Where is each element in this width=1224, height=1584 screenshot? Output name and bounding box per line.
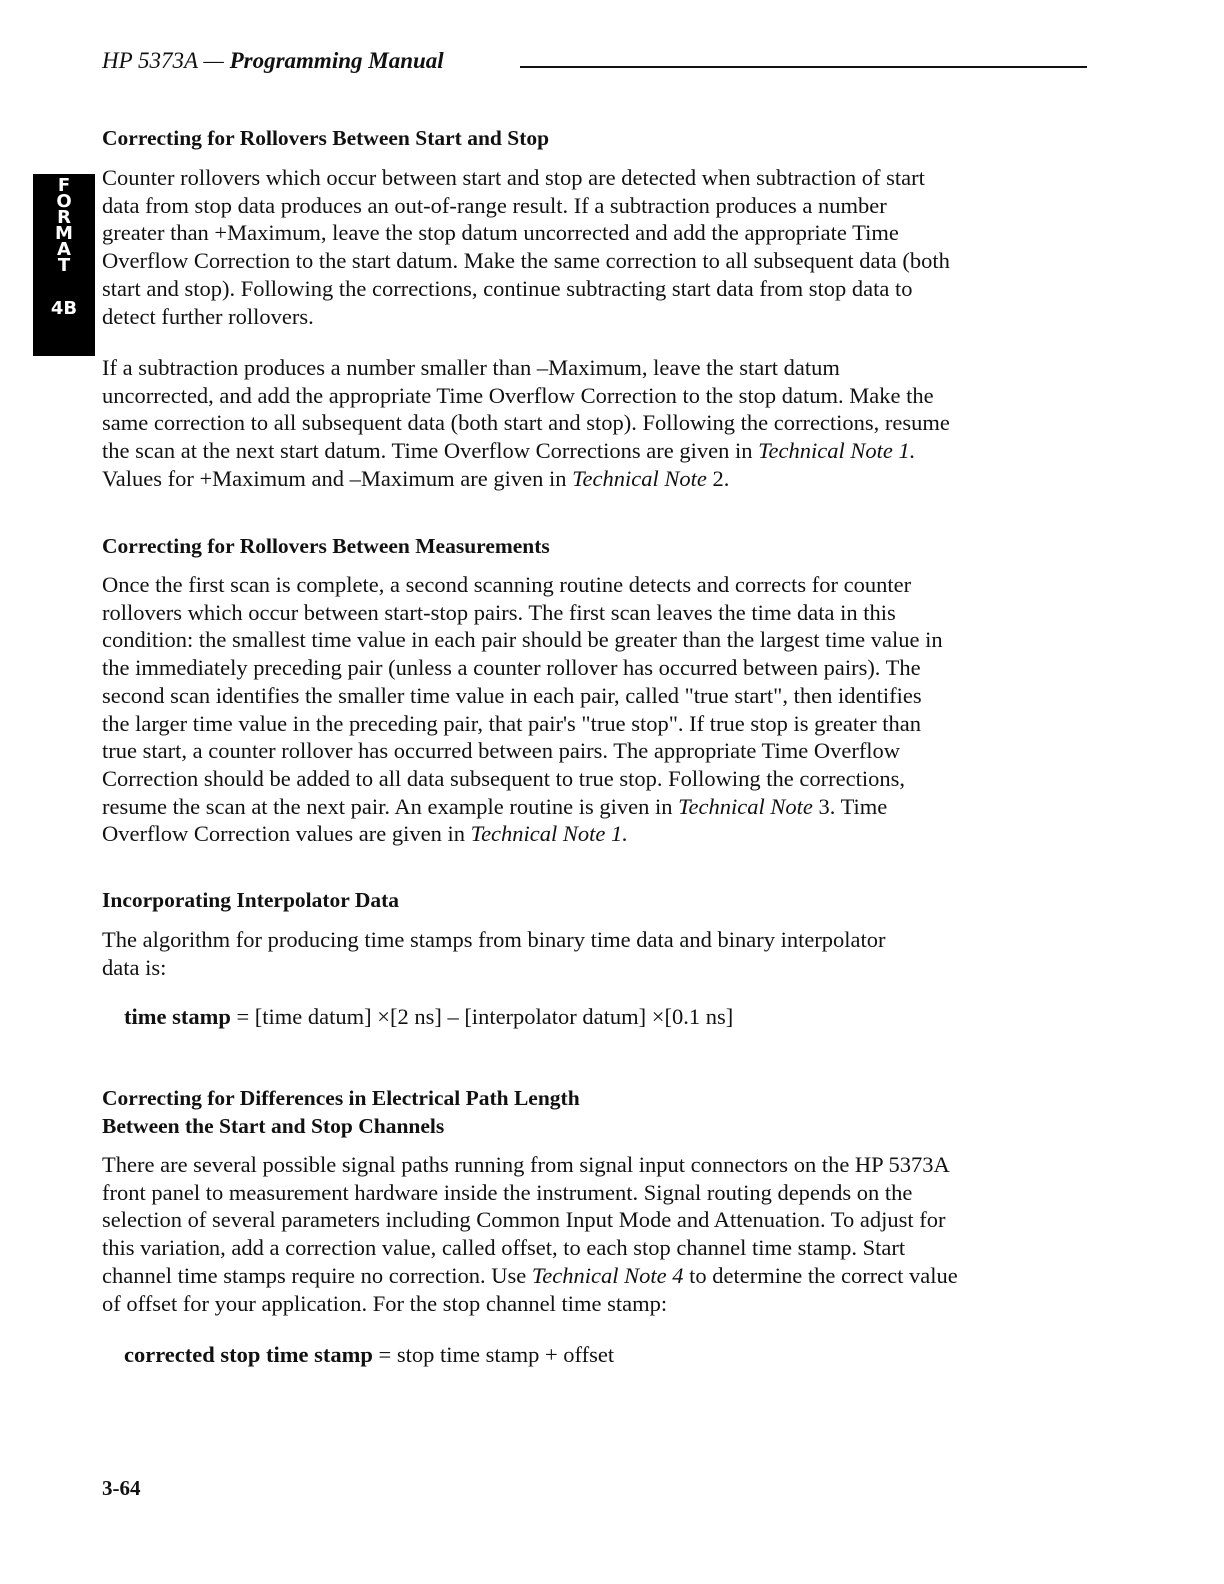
section-tab bbox=[33, 174, 95, 356]
body-text: same correction to all subsequent data (both start and stop). Following the corrections, resume bbox=[102, 410, 950, 436]
body-text: data from stop data produces an out-of-range result. If a subtraction produces a number bbox=[102, 192, 887, 218]
heading-line: Incorporating Interpolator Data bbox=[102, 888, 400, 912]
heading-line: Correcting for Rollovers Between Measurements bbox=[102, 534, 550, 558]
body-text: Overflow Correction to the start datum. Make the same correction to all subsequent data (both bbox=[102, 248, 950, 274]
formula-expression: = stop time stamp + offset bbox=[372, 1342, 615, 1367]
paragraph bbox=[102, 164, 950, 330]
body-text: the larger time value in the preceding pair, that pair's "true stop". If true stop is greater than bbox=[102, 710, 921, 736]
body-text: The algorithm for producing time stamps from binary time data and binary interpolator bbox=[102, 927, 886, 952]
body-text: 2. bbox=[706, 465, 730, 491]
body-text: 3. Time bbox=[812, 793, 888, 819]
text-line bbox=[102, 192, 950, 220]
section-2 bbox=[102, 532, 1102, 847]
tab-letter: F bbox=[57, 175, 71, 196]
body-text: second scan identifies the smaller time value in each pair, called "true start", then identifies bbox=[102, 682, 922, 708]
section-1 bbox=[102, 124, 1102, 491]
header-product: HP 5373A bbox=[102, 48, 198, 73]
text-line bbox=[102, 437, 950, 465]
section-heading bbox=[102, 886, 1102, 914]
body-text: uncorrected, and add the appropriate Time Overflow Correction to the stop datum. Make the bbox=[102, 382, 934, 408]
formula-corrected-stop bbox=[124, 1342, 614, 1368]
text-line bbox=[102, 465, 950, 493]
body-text: condition: the smallest time value in each pair should be greater than the largest time value in bbox=[102, 627, 943, 653]
header-rule bbox=[520, 66, 1087, 68]
reference-text: Technical Note 1. bbox=[758, 438, 916, 464]
text-line bbox=[102, 765, 943, 793]
text-line bbox=[102, 303, 950, 331]
text-line bbox=[102, 247, 950, 275]
text-line bbox=[102, 626, 943, 654]
formula-term: time stamp bbox=[124, 1004, 231, 1029]
body-text: channel time stamps require no correction. Use bbox=[102, 1262, 532, 1288]
body-text: start and stop). Following the corrections, continue subtracting start data from stop data to bbox=[102, 275, 913, 301]
body-text: to determine the correct value bbox=[683, 1262, 958, 1288]
body-text: There are several possible signal paths running from signal input connectors on the HP 5373A bbox=[102, 1152, 950, 1177]
text-line bbox=[102, 926, 886, 954]
reference-text: Technical Note bbox=[678, 793, 813, 819]
text-line bbox=[102, 1262, 958, 1290]
text-line bbox=[102, 682, 943, 710]
section-3 bbox=[102, 886, 1102, 980]
body-text: the scan at the next start datum. Time Overflow Corrections are given in bbox=[102, 438, 759, 464]
text-line bbox=[102, 1290, 958, 1318]
header-dash: — bbox=[197, 48, 230, 73]
reference-text: Technical Note 1. bbox=[470, 821, 628, 847]
text-line bbox=[102, 793, 943, 821]
paragraph bbox=[102, 571, 943, 848]
body-text: of offset for your application. For the stop channel time stamp: bbox=[102, 1290, 668, 1316]
body-text: Counter rollovers which occur between start and stop are detected when subtraction of start bbox=[102, 165, 925, 190]
body-text: resume the scan at the next pair. An example routine is given in bbox=[102, 793, 679, 819]
body-text: this variation, add a correction value, called offset, to each stop channel time stamp. Start bbox=[102, 1235, 906, 1261]
heading-line: Between the Start and Stop Channels bbox=[102, 1114, 445, 1138]
body-text: Overflow Correction values are given in bbox=[102, 821, 471, 847]
body-text: selection of several parameters including Common Input Mode and Attenuation. To adjust for bbox=[102, 1207, 946, 1233]
section-tab-letters bbox=[33, 174, 95, 274]
text-line bbox=[102, 1179, 958, 1207]
body-text: data is: bbox=[102, 954, 167, 980]
formula-term: corrected stop time stamp bbox=[124, 1342, 373, 1367]
text-line bbox=[102, 1234, 958, 1262]
paragraph bbox=[102, 926, 886, 981]
header-title: Programming Manual bbox=[229, 48, 444, 73]
section-heading bbox=[102, 124, 1102, 152]
heading-line: Correcting for Differences in Electrical Path Length bbox=[102, 1086, 580, 1110]
reference-text: Technical Note bbox=[572, 465, 707, 491]
section-heading bbox=[102, 1084, 1102, 1140]
text-line bbox=[102, 275, 950, 303]
reference-text: Technical Note 4 bbox=[531, 1262, 684, 1288]
text-line bbox=[102, 219, 950, 247]
tab-letter: M bbox=[55, 223, 73, 244]
body-text: the immediately preceding pair (unless a counter rollover has occurred between pairs). The bbox=[102, 655, 921, 681]
formula-time-stamp bbox=[124, 1004, 733, 1030]
tab-letter: O bbox=[56, 191, 72, 212]
text-line bbox=[102, 737, 943, 765]
formula-expression: = [time datum] ×[2 ns] – [interpolator datum] ×[0.1 ns] bbox=[230, 1004, 734, 1029]
paragraph bbox=[102, 354, 950, 493]
text-line bbox=[102, 654, 943, 682]
body-text: Once the first scan is complete, a second scanning routine detects and corrects for counter bbox=[102, 572, 912, 597]
body-text: front panel to measurement hardware inside the instrument. Signal routing depends on the bbox=[102, 1179, 913, 1205]
text-line bbox=[102, 1206, 958, 1234]
section-heading bbox=[102, 532, 1102, 560]
text-line bbox=[102, 164, 950, 192]
body-text: Values for +Maximum and –Maximum are given in bbox=[102, 465, 573, 491]
text-line bbox=[102, 382, 950, 410]
section-tab-code: 4B bbox=[50, 298, 78, 319]
body-text: detect further rollovers. bbox=[102, 303, 314, 329]
body-text: greater than +Maximum, leave the stop datum uncorrected and add the appropriate Time bbox=[102, 220, 899, 246]
paragraph bbox=[102, 1151, 958, 1317]
tab-letter: T bbox=[57, 255, 71, 276]
text-line bbox=[102, 354, 950, 382]
page-number: 3-64 bbox=[102, 1476, 141, 1500]
text-line bbox=[102, 954, 886, 982]
body-text: true start, a counter rollover has occurred between pairs. The appropriate Time Overflow bbox=[102, 738, 901, 764]
text-line bbox=[102, 571, 943, 599]
heading-line: Correcting for Rollovers Between Start and Stop bbox=[102, 126, 550, 150]
text-line bbox=[102, 1151, 958, 1179]
text-line bbox=[102, 409, 950, 437]
text-line bbox=[102, 820, 943, 848]
running-header bbox=[102, 48, 444, 74]
body-text: If a subtraction produces a number smaller than –Maximum, leave the start datum bbox=[102, 355, 840, 380]
tab-letter: R bbox=[57, 207, 71, 228]
section-4 bbox=[102, 1084, 1102, 1316]
tab-letter: A bbox=[57, 239, 71, 260]
body-text: rollovers which occur between start-stop pairs. The first scan leaves the time data in this bbox=[102, 599, 896, 625]
text-line bbox=[102, 599, 943, 627]
text-line bbox=[102, 710, 943, 738]
body-text: Correction should be added to all data subsequent to true stop. Following the corrections, bbox=[102, 765, 905, 791]
